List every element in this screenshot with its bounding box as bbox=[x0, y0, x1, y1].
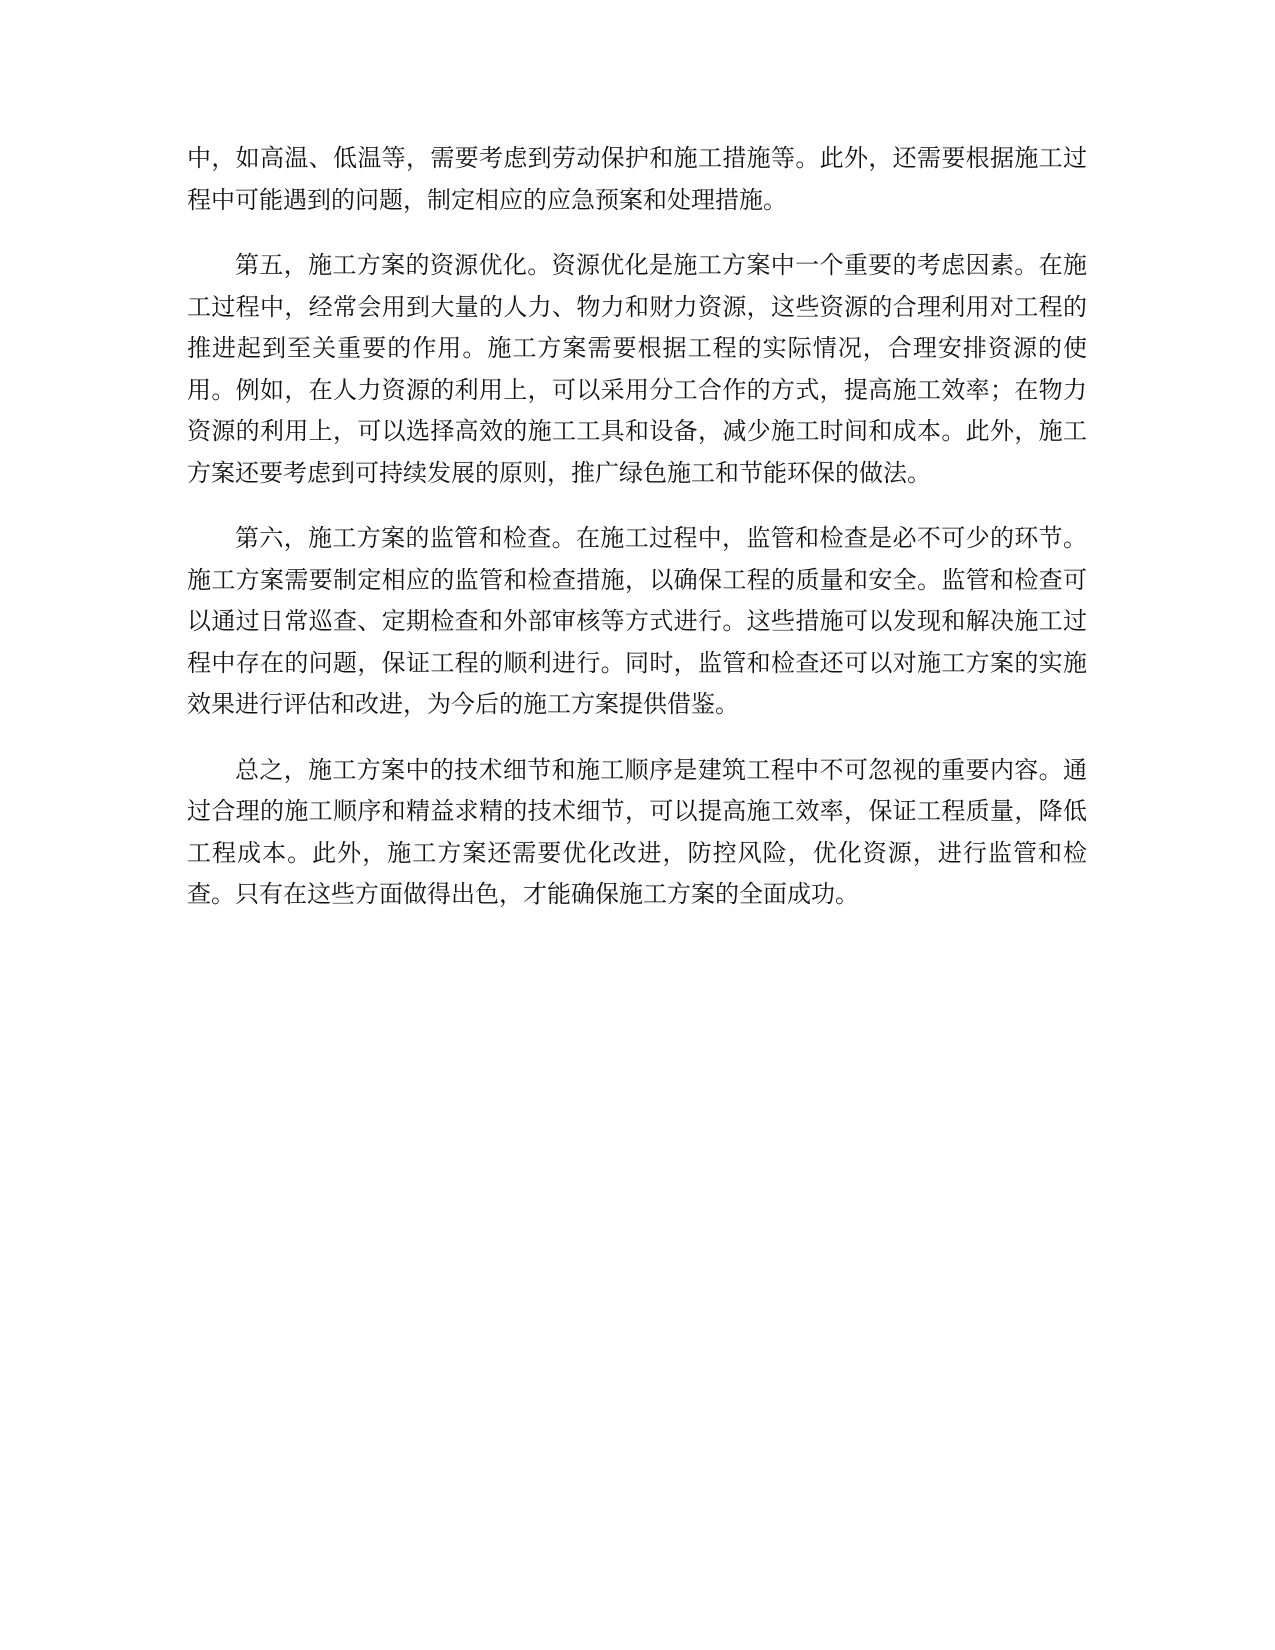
paragraph-continued: 中，如高温、低温等，需要考虑到劳动保护和施工措施等。此外，还需要根据施工过程中可能遇到的问题，制定相应的应急预案和处理措施。 bbox=[187, 144, 1087, 214]
paragraph-resource-optimization: 第五，施工方案的资源优化。资源优化是施工方案中一个重要的考虑因素。在施工过程中，经常会用到大量的人力、物力和财力资源，这些资源的合理利用对工程的推进起到至关重要的作用。施工方案需要根据工程的实际情况，合理安排资源的使用。例如，在人力资源的利用上，可以采用分工合作的方式，提高施工效率；在物力资源的利用上，可以选择高效的施工工具和设备，减少施工时间和成本。此外，施工方案还要考虑到可持续发展的原则，推广绿色施工和节能环保的做法。 bbox=[187, 251, 1087, 487]
paragraph-summary: 总之，施工方案中的技术细节和施工顺序是建筑工程中不可忽视的重要内容。通过合理的施工顺序和精益求精的技术细节，可以提高施工效率，保证工程质量，降低工程成本。此外，施工方案还需要优化改进，防控风险，优化资源，进行监管和检查。只有在这些方面做得出色，才能确保施工方案的全面成功。 bbox=[187, 755, 1087, 908]
paragraph-supervision-inspection: 第六，施工方案的监管和检查。在施工过程中，监管和检查是必不可少的环节。施工方案需要制定相应的监管和检查措施，以确保工程的质量和安全。监管和检查可以通过日常巡查、定期检查和外部审核等方式进行。这些措施可以发现和解决施工过程中存在的问题，保证工程的顺利进行。同时，监管和检查还可以对施工方案的实施效果进行评估和改进，为今后的施工方案提供借鉴。 bbox=[187, 524, 1087, 718]
document-body bbox=[187, 138, 1087, 940]
